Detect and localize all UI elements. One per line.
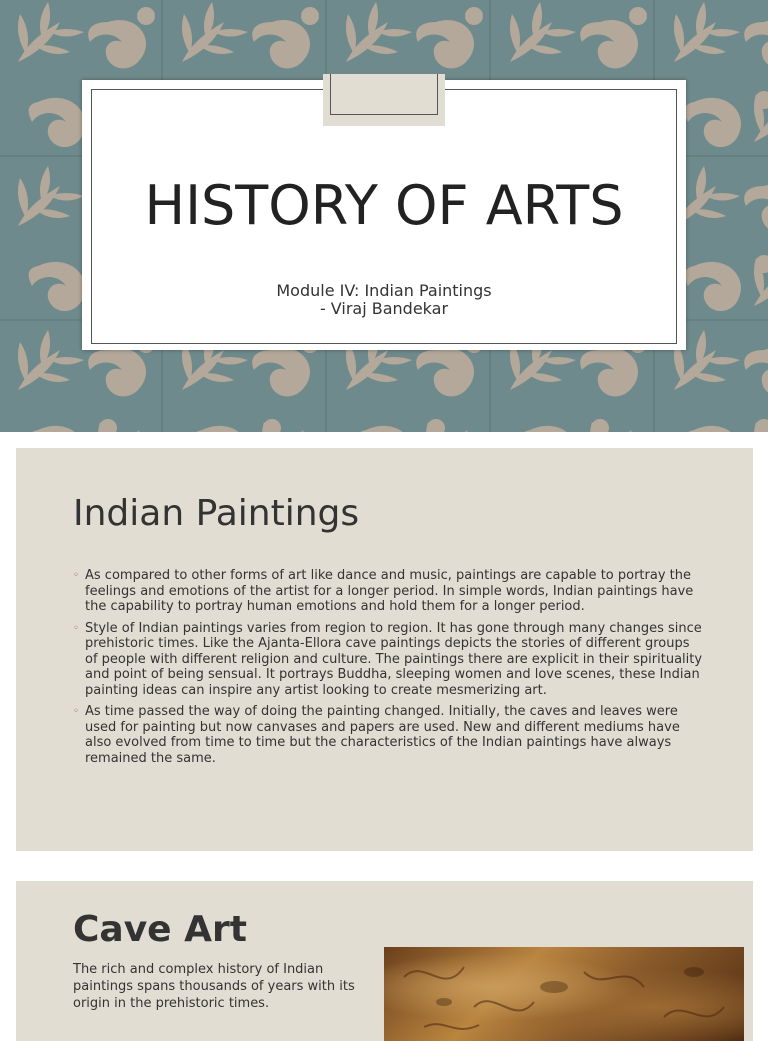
list-item [73, 704, 703, 766]
cave-art-paragraph: The rich and complex history of Indian paintings spans thousands of years with its origin in the prehistoric times. [73, 962, 355, 1011]
title-slide [0, 0, 768, 432]
title-card [82, 80, 686, 350]
title-card-tab [323, 74, 445, 126]
cave-texture [384, 947, 744, 1041]
title-card-tab-inner [330, 74, 438, 115]
subtitle-module: Module IV: Indian Paintings [276, 281, 492, 300]
cave-art-slide [16, 881, 753, 1041]
subtitle-author: - Viraj Bandekar [319, 299, 449, 318]
cave-painting-image [384, 947, 744, 1041]
page-title: HISTORY OF ARTS [144, 174, 624, 237]
list-item [73, 621, 703, 699]
section-heading: Indian Paintings [73, 493, 360, 534]
bullet-icon: ◦ [73, 570, 79, 581]
list-item [73, 568, 703, 615]
bullet-icon: ◦ [73, 706, 79, 717]
subtitle [82, 282, 686, 318]
section-heading: Cave Art [73, 909, 247, 950]
bullet-icon: ◦ [73, 622, 79, 634]
list-item-text: Style of Indian paintings varies from region to region. It has gone through many changes since prehistoric times. Like the Ajanta-Ellora cave paintings depicts the stories of different groups of people with different religion and culture. The paintings there are explicit in their spirituality and point of being sensual. It portrays Buddha, sleeping women and love scenes, these Indian painting ideas can inspire any artist looking to create mesmerizing art. [85, 620, 703, 698]
list-item-text: As time passed the way of doing the painting changed. Initially, the caves and leaves were used for painting but now canvases and papers are used. New and different mediums have also evolved from time to time but the characteristics of the Indian paintings have always remained the same. [85, 704, 680, 766]
indian-paintings-slide [16, 448, 753, 851]
list-item-text: As compared to other forms of art like dance and music, paintings are capable to portray the feelings and emotions of the artist for a longer period. In simple words, Indian paintings have the capability to portray human emotions and hold them for a longer period. [85, 568, 694, 614]
bullet-list [73, 568, 703, 772]
